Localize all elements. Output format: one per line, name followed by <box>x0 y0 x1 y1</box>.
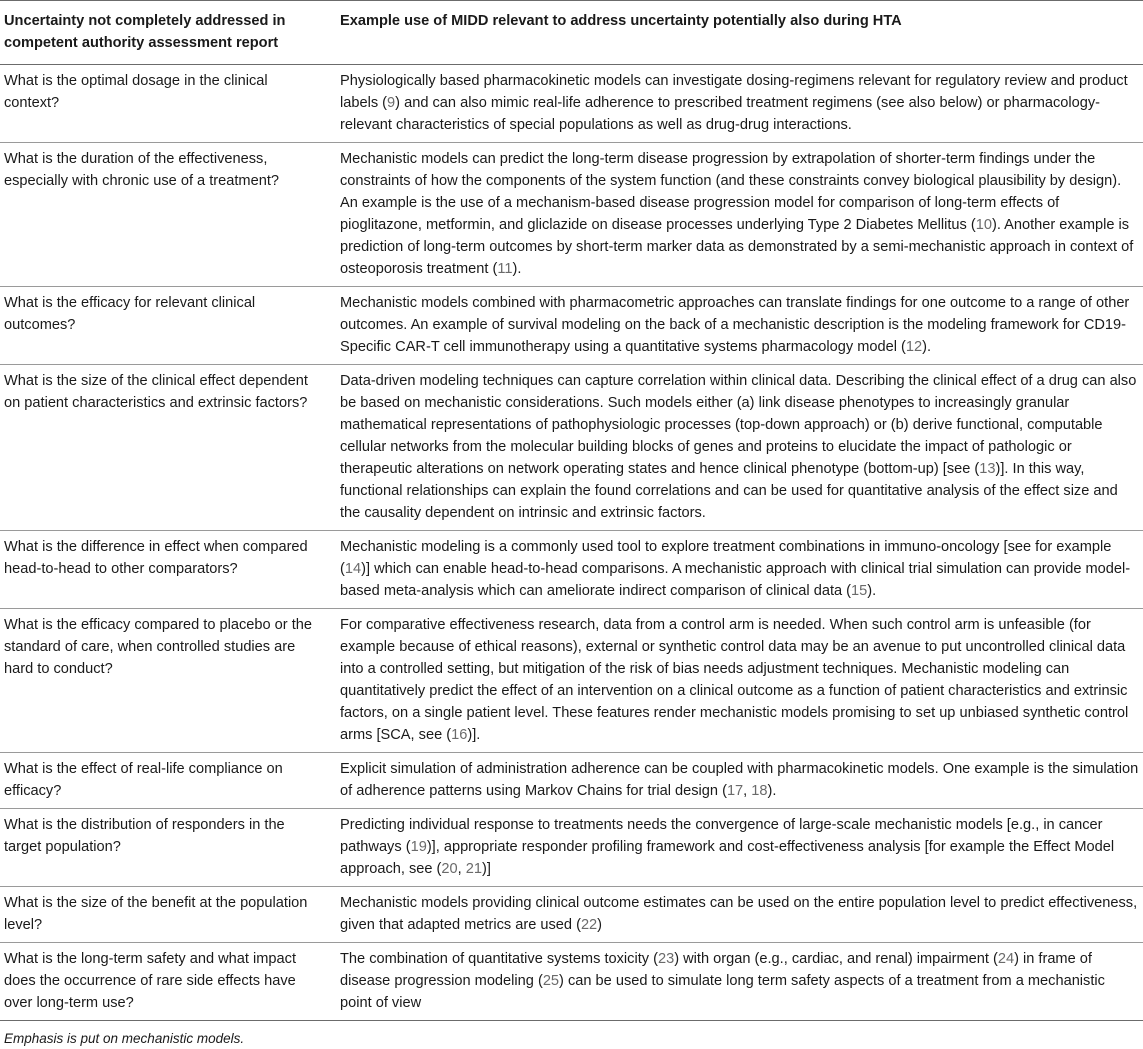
table-row <box>0 809 1143 887</box>
reference-link[interactable]: 20 <box>441 861 458 877</box>
answer-text: Data-driven modeling techniques can capture correlation within clinical data. Describing the clinical effect of a drug can also be based on mechanistic considerations. Such models either (a) link disease phenotypes to increasingly granular mathematical representations of pathophysiologic processes (top-down approach) or (b) derive functional, computable cellular networks from the molecular building blocks of genes and proteins to elucidate the impact of pathologic or therapeutic alterations on network operating states and hence clinical phenotype (bottom-up) [see ( <box>340 373 1137 477</box>
table-row <box>0 609 1143 753</box>
uncertainty-question: What is the distribution of responders in the target population? <box>0 809 336 887</box>
answer-text: ) <box>597 917 603 933</box>
midd-example-answer <box>336 365 1143 531</box>
midd-example-answer <box>336 943 1143 1021</box>
uncertainty-question: What is the size of the clinical effect dependent on patient characteristics and extrinsic factors? <box>0 365 336 531</box>
table-body <box>0 65 1143 1021</box>
answer-text: Predicting individual response to treatments needs the convergence of large-scale mechanistic models [e.g., in cancer pathways ( <box>340 817 1103 855</box>
answer-text: Explicit simulation of administration adherence can be coupled with pharmacokinetic models. One example is the simulation of adherence patterns using Markov Chains for trial design ( <box>340 761 1139 799</box>
reference-link[interactable]: 12 <box>905 339 923 355</box>
midd-example-answer <box>336 887 1143 943</box>
header-uncertainty: Uncertainty not completely addressed in competent authority assessment report <box>0 1 336 65</box>
answer-text: ). <box>867 583 877 599</box>
reference-link[interactable]: 24 <box>997 951 1015 967</box>
reference-link[interactable]: 17 <box>726 783 744 799</box>
answer-text: )], appropriate responder profiling framework and cost-effectiveness analysis [for example the Effect Model approach, see ( <box>340 839 1115 877</box>
table-header-row <box>0 1 1143 65</box>
reference-link[interactable]: 15 <box>851 583 868 599</box>
answer-text: ) and can also mimic real-life adherence to prescribed treatment regimens (see also below) or pharmacology-relevant characteristics of special populations as well as drug-drug interactions. <box>340 95 1101 133</box>
answer-text: )] which can enable head-to-head comparisons. A mechanistic approach with clinical trial simulation can provide model-based meta-analysis which can ameliorate indirect comparison of clinical data ( <box>340 561 1131 599</box>
answer-text: )] <box>482 861 491 877</box>
reference-link[interactable]: 14 <box>344 561 362 577</box>
uncertainty-question: What is the efficacy compared to placebo or the standard of care, when controlled studies are hard to conduct? <box>0 609 336 753</box>
table-row <box>0 287 1143 365</box>
answer-text: , <box>457 861 466 877</box>
answer-text: ) with organ (e.g., cardiac, and renal) impairment ( <box>674 951 998 967</box>
reference-link[interactable]: 25 <box>542 973 560 989</box>
midd-example-answer <box>336 65 1143 143</box>
answer-text: ) can be used to simulate long term safety aspects of a treatment from a mechanistic point of view <box>340 973 1105 1011</box>
uncertainty-question: What is the size of the benefit at the population level? <box>0 887 336 943</box>
header-midd-example: Example use of MIDD relevant to address uncertainty potentially also during HTA <box>336 1 1143 65</box>
answer-text: Mechanistic modeling is a commonly used tool to explore treatment combinations in immuno-oncology [see for example ( <box>340 539 1112 577</box>
uncertainty-question: What is the long-term safety and what impact does the occurrence of rare side effects have over long-term use? <box>0 943 336 1021</box>
table-row <box>0 365 1143 531</box>
table-row <box>0 65 1143 143</box>
midd-example-answer <box>336 609 1143 753</box>
answer-text: The combination of quantitative systems toxicity ( <box>340 951 658 967</box>
answer-text: Mechanistic models combined with pharmacometric approaches can translate findings for one outcome to a range of other outcomes. An example of survival modeling on the back of a mechanistic description is the modeling framework for CD19-Specific CAR-T cell immunotherapy using a quantitative systems pharmacology model ( <box>340 295 1130 355</box>
uncertainty-question: What is the difference in effect when compared head-to-head to other comparators? <box>0 531 336 609</box>
midd-example-answer <box>336 143 1143 287</box>
reference-link[interactable]: 16 <box>451 727 468 743</box>
reference-link[interactable]: 11 <box>497 261 513 277</box>
answer-text: For comparative effectiveness research, data from a control arm is needed. When such control arm is unfeasible (for example because of ethical reasons), external or synthetic control data may be an avenue to put uncontrolled clinical data into a controlled setting, but mitigation of the risk of bias needs adjustment techniques. Mechanistic modeling can quantitatively predict the effect of an intervention on a clinical outcome as a function of patient characteristics and extrinsic factors, on a single patient level. These features render mechanistic models promising to set up unbiased synthetic control arms [SCA, see ( <box>340 617 1129 743</box>
table-row <box>0 753 1143 809</box>
reference-link[interactable]: 10 <box>975 217 992 233</box>
answer-text: )]. In this way, functional relationships can explain the found correlations and can be used for quantitative analysis of the effect size and the causality dependent on intrinsic and extrinsic factors. <box>340 461 1118 521</box>
reference-link[interactable]: 21 <box>465 861 482 877</box>
midd-example-answer <box>336 809 1143 887</box>
midd-example-answer <box>336 287 1143 365</box>
answer-text: Mechanistic models providing clinical outcome estimates can be used on the entire population level to predict effectiveness, given that adapted metrics are used ( <box>340 895 1138 933</box>
table-row <box>0 531 1143 609</box>
reference-link[interactable]: 13 <box>979 461 996 477</box>
reference-link[interactable]: 22 <box>580 917 598 933</box>
uncertainty-question: What is the effect of real-life compliance on efficacy? <box>0 753 336 809</box>
answer-text: ). <box>922 339 932 355</box>
answer-text: ). Another example is prediction of long-term outcomes by short-term marker data as demonstrated by a semi-mechanistic approach in context of osteoporosis treatment ( <box>340 217 1134 277</box>
table-footnote: Emphasis is put on mechanistic models. <box>4 1031 245 1046</box>
table-row <box>0 143 1143 287</box>
reference-link[interactable]: 9 <box>387 95 396 111</box>
answer-text: ) in frame of disease progression modeling ( <box>340 951 1092 989</box>
answer-text: )]. <box>467 727 481 743</box>
answer-text: Physiologically based pharmacokinetic models can investigate dosing-regimens relevant for regulatory review and product labels ( <box>340 73 1128 111</box>
answer-text: , <box>743 783 752 799</box>
uncertainty-question: What is the efficacy for relevant clinical outcomes? <box>0 287 336 365</box>
reference-link[interactable]: 18 <box>751 783 768 799</box>
table-row <box>0 943 1143 1021</box>
answer-text: ). <box>767 783 777 799</box>
reference-link[interactable]: 23 <box>657 951 675 967</box>
reference-link[interactable]: 19 <box>410 839 427 855</box>
answer-text: Mechanistic models can predict the long-term disease progression by extrapolation of shorter-term findings under the constraints of how the components of the system function (and these constraints convey biological plausibility by design). An example is the use of a mechanism-based disease progression model for comparison of long-term effects of pioglitazone, metformin, and gliclazide on disease processes underlying Type 2 Diabetes Mellitus ( <box>340 151 1122 233</box>
midd-example-answer <box>336 531 1143 609</box>
uncertainty-question: What is the optimal dosage in the clinical context? <box>0 65 336 143</box>
midd-example-answer <box>336 753 1143 809</box>
uncertainty-question: What is the duration of the effectiveness, especially with chronic use of a treatment? <box>0 143 336 287</box>
answer-text: ). <box>512 261 522 277</box>
table-row <box>0 887 1143 943</box>
